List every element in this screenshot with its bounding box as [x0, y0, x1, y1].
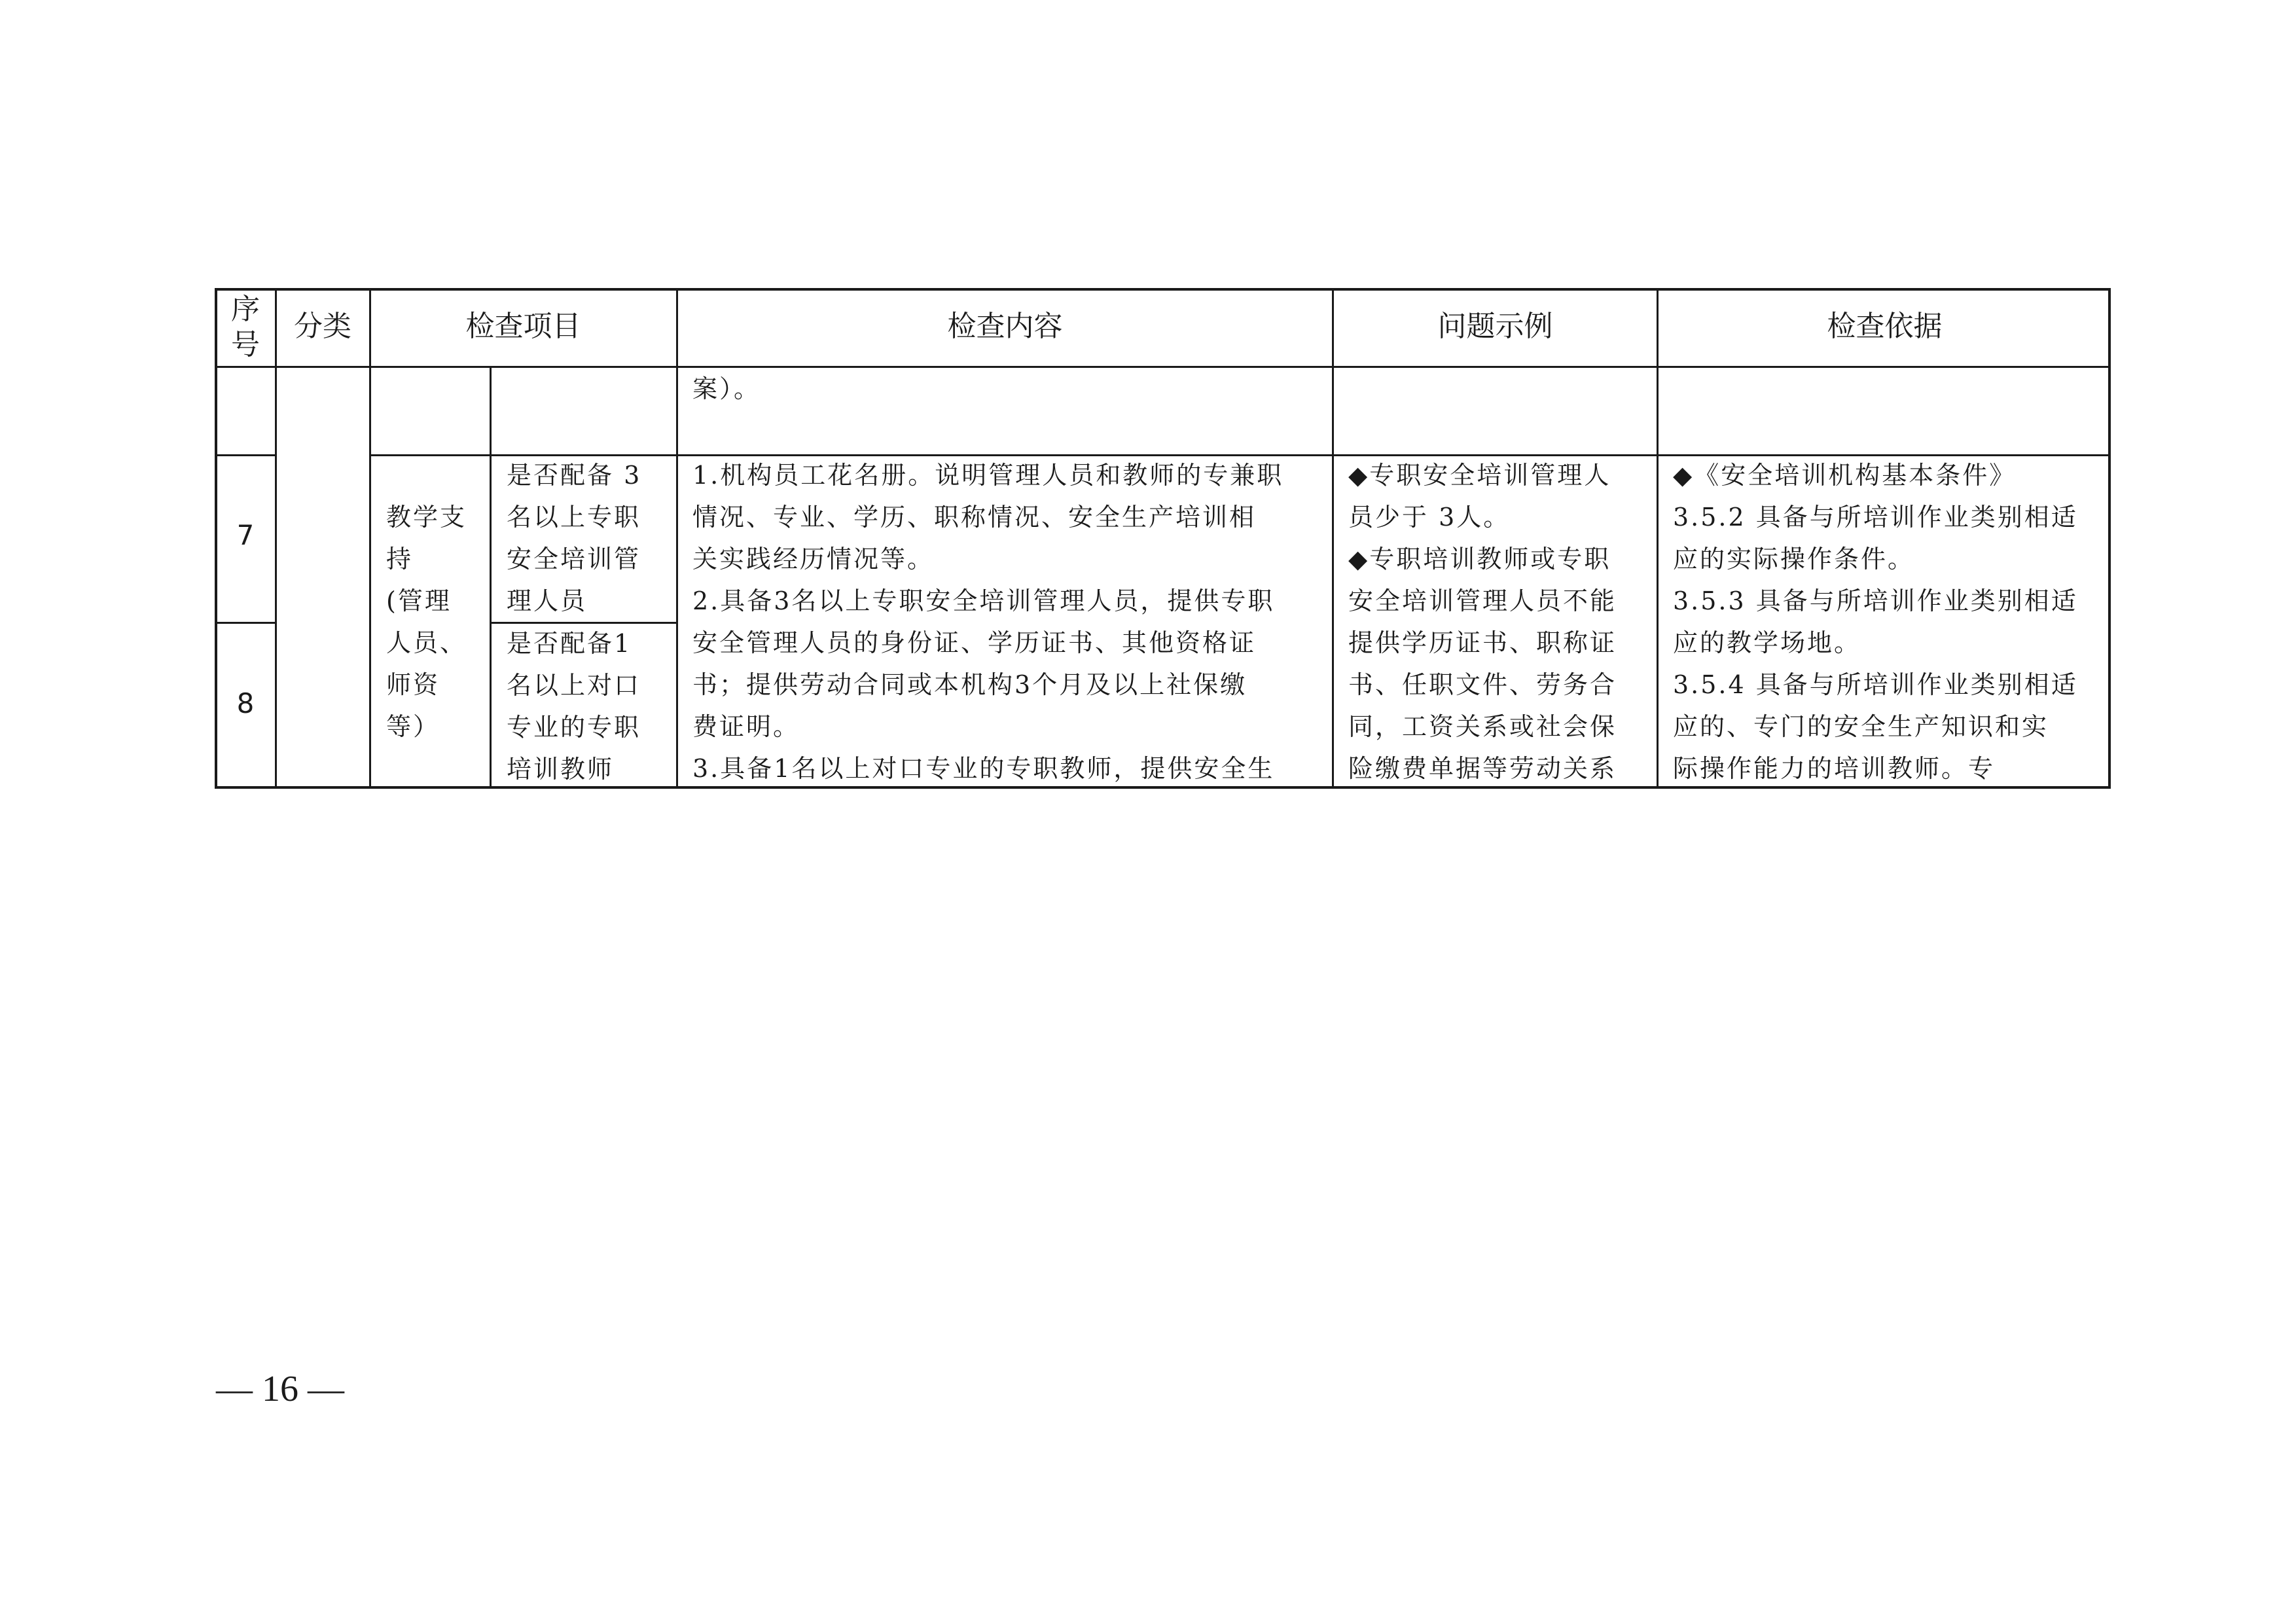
inspection-basis: ◆《安全培训机构基本条件》 3.5.2 具备与所培训作业类别相适 应的实际操作条件。 3.5.3 具备与所培训作业类别相适 应的教学场地。 3.5.4 具备与所培训作业类别相适 应的、专门的安全生产知识和实 际操作能力的培训教师。专 — [1673, 461, 2078, 783]
col-divider-item — [676, 288, 678, 789]
row-7-check-item: 是否配备 3 名以上专职 安全培训管 理人员 — [507, 461, 642, 615]
header-content — [678, 309, 1332, 344]
row-7-seq: 7 — [236, 519, 255, 551]
col-divider-subitem — [490, 367, 492, 789]
col-divider-content — [1332, 288, 1334, 789]
check-content: 1.机构员工花名册。说明管理人员和教师的专兼职 情况、专业、学历、职称情况、安全生产培训相 关实践经历情况等。 2.具备3名以上专职安全培训管理人员，提供专职 安全管理人员的身份证、学历证书、其他资格证 书；提供劳动合同或本机构3个月及以上社保缴 费证明。 3.具备1名以上对口专业的专职教师，提供安全生 — [692, 461, 1284, 783]
header-example-label: 问题示例 — [1437, 310, 1553, 343]
row-8-check-item: 是否配备1 名以上对口 专业的专职 培训教师 — [507, 629, 641, 784]
header-basis-label: 检查依据 — [1827, 310, 1943, 343]
header-bottom-line — [215, 366, 2111, 368]
header-seq-label: 序号 — [231, 293, 260, 361]
row-8-seq: 8 — [236, 687, 255, 719]
item-category: 教学支 持 (管理 人员、 师资 等） — [386, 503, 467, 741]
page-number: — 16 — — [216, 1369, 344, 1409]
continuation-content: 案）。 — [692, 374, 761, 403]
header-item — [370, 309, 676, 344]
header-item-label: 检查项目 — [465, 310, 581, 343]
col-divider-category — [369, 288, 371, 789]
header-category-label: 分类 — [294, 310, 351, 343]
col-divider-example — [1657, 288, 1659, 789]
header-basis — [1659, 309, 2111, 344]
problem-examples: ◆专职安全培训管理人 员少于 3人。 ◆专职培训教师或专职 安全培训管理人员不能 提供学历证书、职称证 书、任职文件、劳务合 同，工资关系或社会保 险缴费单据等劳动关系 — [1348, 461, 1617, 783]
continuation-row-line-seq — [215, 454, 276, 456]
col-divider-seq — [275, 288, 277, 789]
header-content-label: 检查内容 — [947, 310, 1063, 343]
header-category — [276, 309, 369, 344]
header-seq — [216, 292, 275, 363]
header-example — [1334, 309, 1657, 344]
row-divider-seq — [215, 622, 276, 624]
